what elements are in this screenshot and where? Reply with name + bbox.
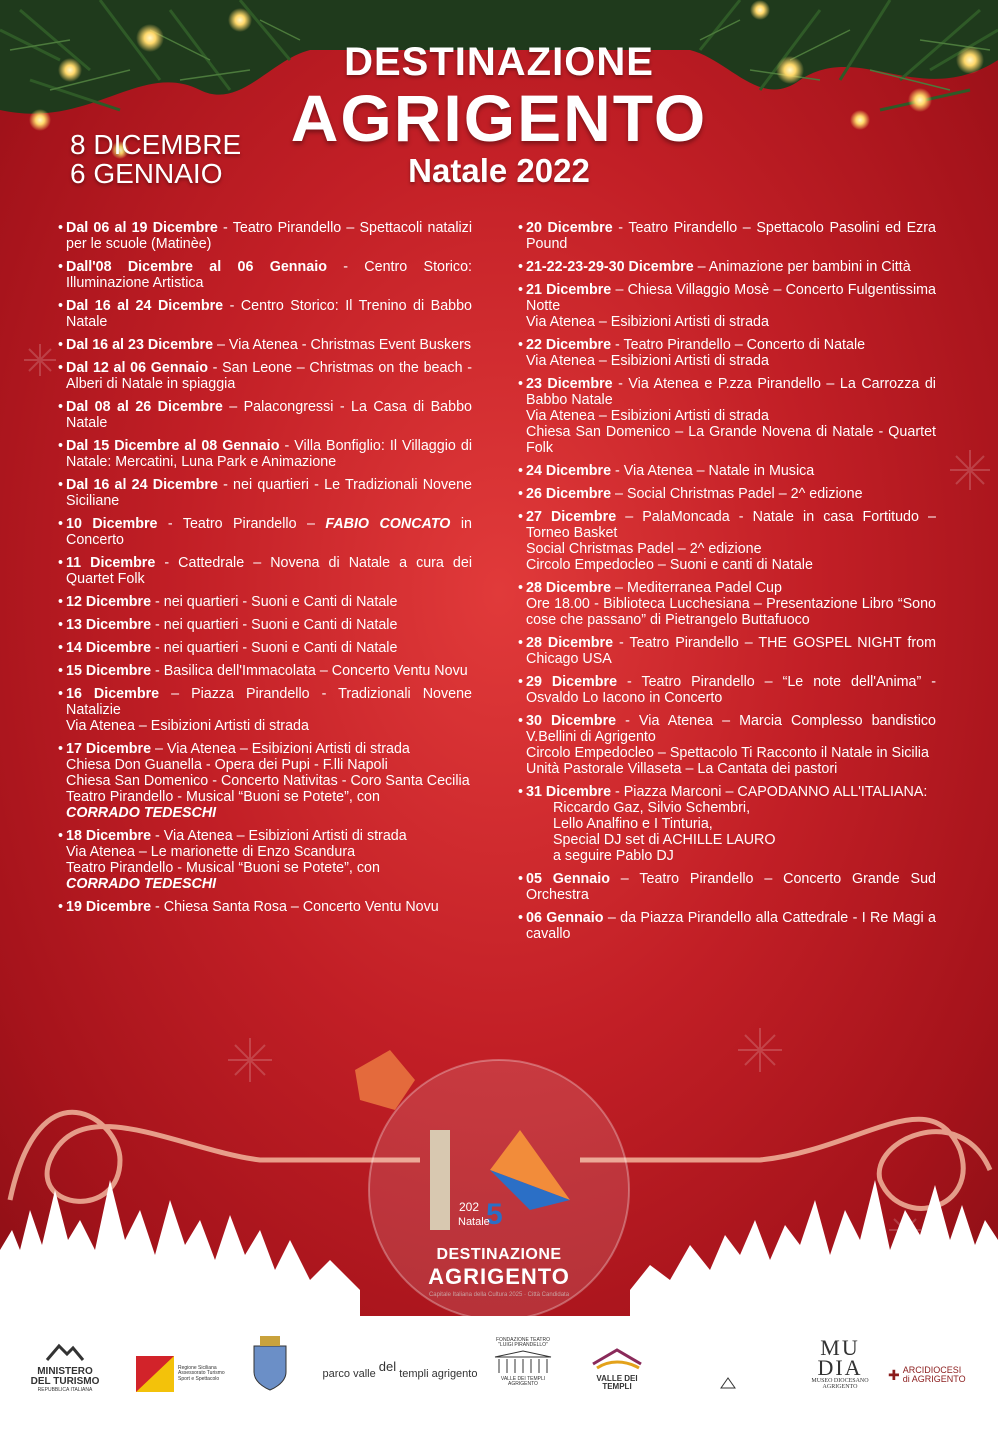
- event-line: - Teatro Pirandello – “Le note dell'Anima” - Osvaldo Lo Iacono in Concerto: [526, 674, 936, 706]
- event-item: [518, 259, 936, 275]
- event-line: - Via Atenea e P.zza Pirandello – La Carrozza di Babbo Natale: [526, 376, 936, 408]
- event-line: – PalaMoncada - Natale in casa Fortitudo – Torneo Basket: [526, 509, 936, 541]
- event-date: 19 Dicembre: [66, 899, 152, 915]
- event-line: - Via Atenea – Natale in Musica: [611, 463, 815, 479]
- event-item: [58, 220, 472, 252]
- sponsor-fondazione-teatro: FONDAZIONE TEATRO "LUIGI PIRANDELLO" VALLE DEI TEMPLI AGRIGENTO: [490, 1338, 556, 1387]
- event-line: - Cattedrale – Novena di Natale a cura dei Quartet Folk: [66, 555, 473, 587]
- event-item: [58, 828, 472, 892]
- mountain-icon: [45, 1340, 85, 1362]
- event-line: - Via Atenea – Marcia Complesso bandistico V.Bellini di Agrigento: [526, 713, 936, 745]
- event-item: [518, 674, 936, 706]
- event-performer: CORRADO TEDESCHI: [66, 805, 217, 821]
- event-line: - Centro Storico: Il Trenino di Babbo Natale: [66, 298, 472, 330]
- event-date: 20 Dicembre: [526, 220, 613, 236]
- sponsor-parco-valle-templi: parco valle del templi agrigento: [322, 1359, 478, 1380]
- event-line: - nei quartieri - Suoni e Canti di Natale: [151, 640, 398, 656]
- event-date: 23 Dicembre: [526, 376, 613, 392]
- emblem-natale: Natale: [458, 1216, 490, 1228]
- event-item: [518, 910, 936, 942]
- emblem-title-line-1: DESTINAZIONE: [436, 1246, 562, 1263]
- event-line: - nei quartieri - Suoni e Canti di Natale: [151, 617, 398, 633]
- event-date: 12 Dicembre: [66, 594, 152, 610]
- sponsor-footer: [0, 1316, 998, 1432]
- event-date: 11 Dicembre: [66, 555, 156, 571]
- event-line: - Teatro Pirandello – THE GOSPEL NIGHT from Chicago USA: [526, 635, 936, 667]
- event-item: [58, 686, 472, 734]
- sponsor-ministero-turismo: MINISTERO DEL TURISMO REPUBBLICA ITALIANA: [20, 1340, 110, 1393]
- emblem-title-line-2: AGRIGENTO: [428, 1264, 570, 1289]
- event-line: - San Leone – Christmas on the beach - Alberi di Natale in spiaggia: [66, 360, 472, 392]
- event-subline: a seguire Pablo DJ: [553, 848, 674, 864]
- event-date: 24 Dicembre: [526, 463, 612, 479]
- event-date: Dal 16 al 23 Dicembre: [66, 337, 214, 353]
- event-subline: Riccardo Gaz, Silvio Schembri,: [553, 800, 751, 816]
- event-line: – da Piazza Pirandello alla Cattedrale - I Re Magi a cavallo: [526, 910, 936, 942]
- date-start: 8 DICEMBRE: [70, 129, 242, 160]
- event-line: - nei quartieri - Le Tradizionali Novene Siciliane: [66, 477, 472, 509]
- event-item: [58, 555, 472, 587]
- event-line: Circolo Empedocleo – Spettacolo Ti Racconto il Natale in Sicilia: [526, 745, 929, 761]
- event-date: 26 Dicembre: [526, 486, 612, 502]
- title-line-1: DESTINAZIONE: [344, 40, 654, 84]
- event-date: Dal 06 al 19 Dicembre: [66, 220, 218, 236]
- cross-icon: ✚: [888, 1367, 900, 1384]
- events-left-column: [58, 220, 472, 922]
- event-date: 10 Dicembre: [66, 516, 158, 532]
- event-line: - Centro Storico: Illuminazione Artistica: [66, 259, 472, 291]
- event-line: - Teatro Pirandello – Spettacolo Pasolini ed Ezra Pound: [526, 220, 936, 252]
- event-line: Chiesa Don Guanella - Opera dei Pupi - F.lli Napoli: [66, 757, 388, 773]
- sponsor-valle-dei-templi: VALLE DEI TEMPLI: [586, 1346, 648, 1392]
- event-line: – Teatro Pirandello – Concerto Grande Sud Orchestra: [526, 871, 936, 903]
- event-date: 13 Dicembre: [66, 617, 152, 633]
- event-date: 28 Dicembre: [526, 635, 614, 651]
- event-line: - Basilica dell'Immacolata – Concerto Ventu Novu: [151, 663, 468, 679]
- event-date: 28 Dicembre: [526, 580, 612, 596]
- event-item: [58, 360, 472, 392]
- event-line: - Via Atenea – Esibizioni Artisti di strada: [151, 828, 407, 844]
- title-line-2: AGRIGENTO: [290, 81, 708, 155]
- event-item: [518, 376, 936, 456]
- event-performer: FABIO CONCATO: [325, 516, 451, 532]
- event-line: – Via Atenea – Esibizioni Artisti di strada: [151, 741, 410, 757]
- regione-emblem-icon: [136, 1356, 174, 1392]
- event-line: - Piazza Marconi – CAPODANNO ALL'ITALIANA:: [611, 784, 928, 800]
- event-date: 29 Dicembre: [526, 674, 618, 690]
- event-item: [58, 337, 472, 353]
- event-subline: Special DJ set di ACHILLE LAURO: [553, 832, 776, 848]
- sponsor-comune-crest-icon: [250, 1336, 290, 1397]
- event-item: [518, 486, 936, 502]
- event-line: Social Christmas Padel – 2^ edizione: [526, 541, 762, 557]
- event-line: Teatro Pirandello - Musical “Buoni se Potete”, con: [66, 789, 380, 805]
- event-item: [58, 438, 472, 470]
- event-item: [58, 663, 472, 679]
- subtitle: Natale 2022: [408, 152, 590, 189]
- event-line: - Villa Bonfiglio: Il Villaggio di Natale: Mercatini, Luna Park e Animazione: [66, 438, 472, 470]
- event-line: - Teatro Pirandello –: [157, 516, 326, 532]
- date-range: [70, 130, 241, 188]
- event-line: Chiesa San Domenico – La Grande Novena di Natale - Quartet Folk: [526, 424, 936, 456]
- event-item: [518, 509, 936, 573]
- event-item: [58, 899, 472, 915]
- event-date: 17 Dicembre: [66, 741, 152, 757]
- event-date: 06 Gennaio: [526, 910, 604, 926]
- event-date: 21 Dicembre: [526, 282, 612, 298]
- event-item: [58, 298, 472, 330]
- temple-icon: [493, 1349, 553, 1375]
- event-line: – Social Christmas Padel – 2^ edizione: [611, 486, 863, 502]
- event-line: - Teatro Pirandello – Concerto di Natale: [611, 337, 866, 353]
- event-date: 21-22-23-29-30 Dicembre: [526, 259, 694, 275]
- event-item: [518, 871, 936, 903]
- emblem-year-202: 202: [459, 1200, 480, 1214]
- event-item: [518, 784, 936, 864]
- event-line: Via Atenea – Esibizioni Artisti di strada: [66, 718, 309, 734]
- event-line: Ore 18.00 - Biblioteca Lucchesiana – Presentazione Libro “Sono cose che passano” di Pietrangelo Buttafuoco: [526, 596, 936, 628]
- sponsor-arcidiocesi: ✚ ARCIDIOCESI di AGRIGENTO: [888, 1365, 966, 1385]
- event-line: Teatro Pirandello - Musical “Buoni se Potete”, con: [66, 860, 380, 876]
- emblem-tagline: Capitale Italiana della Cultura 2025 · Città Candidata: [428, 1292, 570, 1298]
- event-date: Dal 12 al 06 Gennaio: [66, 360, 208, 376]
- event-date: 27 Dicembre: [526, 509, 617, 525]
- event-line: – Via Atenea - Christmas Event Buskers: [213, 337, 472, 353]
- event-line: – Animazione per bambini in Città: [693, 259, 911, 275]
- event-performer: CORRADO TEDESCHI: [66, 876, 217, 892]
- event-date: 31 Dicembre: [526, 784, 612, 800]
- event-item: [58, 259, 472, 291]
- events-right-column: [518, 220, 936, 949]
- event-line: Via Atenea – Esibizioni Artisti di strada: [526, 408, 769, 424]
- date-end: 6 GENNAIO: [70, 158, 223, 189]
- event-line: – Palacongressi - La Casa di Babbo Natale: [66, 399, 472, 431]
- event-item: [58, 399, 472, 431]
- event-date: 15 Dicembre: [66, 663, 152, 679]
- emblem-year-5: 5: [486, 1198, 503, 1231]
- event-item: [518, 580, 936, 628]
- event-item: [518, 635, 936, 667]
- event-date: Dall'08 Dicembre al 06 Gennaio: [66, 259, 327, 275]
- event-item: [58, 617, 472, 633]
- event-item: [58, 516, 472, 548]
- event-item: [58, 741, 472, 821]
- event-item: [518, 220, 936, 252]
- event-date: 30 Dicembre: [526, 713, 617, 729]
- event-date: Dal 15 Dicembre al 08 Gennaio: [66, 438, 280, 454]
- event-date: 18 Dicembre: [66, 828, 152, 844]
- event-date: 22 Dicembre: [526, 337, 612, 353]
- event-line: - Teatro Pirandello – Spettacoli natalizi per le scuole (Matinèe): [66, 220, 472, 252]
- event-item: [58, 477, 472, 509]
- event-date: 05 Gennaio: [526, 871, 610, 887]
- event-line: - Chiesa Santa Rosa – Concerto Ventu Novu: [151, 899, 439, 915]
- valle-templi-logo-icon: [589, 1346, 645, 1370]
- small-emblem-icon: [718, 1376, 738, 1395]
- event-line: Circolo Empedocleo – Suoni e canti di Natale: [526, 557, 813, 573]
- event-line: – Piazza Pirandello - Tradizionali Novene Natalizie: [66, 686, 472, 718]
- event-line: - nei quartieri - Suoni e Canti di Natale: [151, 594, 398, 610]
- event-line: Unità Pastorale Villaseta – La Cantata dei pastori: [526, 761, 838, 777]
- event-line: Via Atenea – Esibizioni Artisti di strada: [526, 353, 769, 369]
- event-date: Dal 16 al 24 Dicembre: [66, 298, 224, 314]
- event-line: Via Atenea – Le marionette di Enzo Scandura: [66, 844, 356, 860]
- event-line: in Concerto: [66, 516, 472, 548]
- event-subline: Lello Analfino e I Tinturia,: [553, 816, 713, 832]
- event-date: Dal 16 al 24 Dicembre: [66, 477, 218, 493]
- event-item: [518, 282, 936, 330]
- event-date: 14 Dicembre: [66, 640, 152, 656]
- event-item: [518, 713, 936, 777]
- event-item: [58, 640, 472, 656]
- event-date: Dal 08 al 26 Dicembre: [66, 399, 223, 415]
- event-item: [58, 594, 472, 610]
- event-line: – Mediterranea Padel Cup: [611, 580, 782, 596]
- sponsor-regione-siciliana: Regione Siciliana Assessorato Turismo Sport e Spettacolo: [136, 1356, 236, 1392]
- event-line: – Chiesa Villaggio Mosè – Concerto Fulgentissima Notte: [526, 282, 936, 314]
- event-line: Chiesa San Domenico - Concerto Nativitas - Coro Santa Cecilia: [66, 773, 470, 789]
- event-item: [518, 337, 936, 369]
- sponsor-mudia: MU DIA MUSEO DIOCESANO AGRIGENTO: [811, 1335, 869, 1391]
- event-date: 16 Dicembre: [66, 686, 160, 702]
- event-line: Via Atenea – Esibizioni Artisti di strada: [526, 314, 769, 330]
- event-item: [518, 463, 936, 479]
